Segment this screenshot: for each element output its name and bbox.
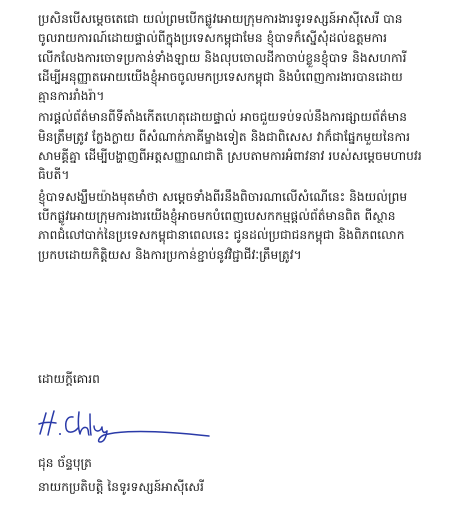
paragraph-line: ដើម្បីអនុញ្ញាតអោយយើងខ្ញុំអាចចូលមកប្រទេសកម្ពុជា និងបំពេញការងារបានដោយ [38,69,403,84]
signer-name: ជុន ច័ន្ទបុត្រ [38,456,92,470]
paragraph-line: ចូលរាយការណ៍ដោយផ្ទាល់ពីក្នុងប្រទេសកម្ពុជាមែន ខ្ញុំបាទក៏ស្នើសុំដល់ឧត្តមការ [38,31,388,46]
paragraph-line: មិនត្រឹមត្រូវ ក្លែងក្លាយ ពីសំណាក់ភាគីម្ខាងទៀត និងជាពិសេស វាក៏ជាផ្នែកមួយនៃការ [38,129,411,144]
signer-block [38,451,204,499]
paragraph-line: ភាពជំលៅបាក់នៃប្រទេសកម្ពុជានាពេលនេះ ជូនដល់ប្រជាជនកម្ពុជា និងពិភពលោក [38,228,405,243]
paragraph-line: ការផ្តល់ព័ត៌មានពីទីតាំងកើតហេតុដោយផ្ទាល់ អាចជួយទប់ទល់នឹងការផ្សាយព័ត៌មាន [38,110,408,125]
paragraph-line: ប្រកបដោយកិត្តិយស និងការប្រកាន់ខ្ជាប់នូវវិជ្ជាជីវៈត្រឹមត្រូវ។ [38,247,302,262]
letter-paragraph-2 [38,108,457,185]
paragraph-line: ធិបតី។ [38,168,70,183]
paragraph-line: បើកផ្លូវអោយក្រុមការងារយើងខ្ញុំអាចមកបំពេញបេសកកម្មផ្តល់ព័ត៌មានពិត ពីស្ថាន [38,208,396,223]
paragraph-line: ខ្ញុំបាទសង្ឃឹមយ៉ាងមុតមាំថា សម្តេចទាំងពីរនឹងពិចារណាលើសំណើនេះ និងយល់ព្រម [38,189,408,204]
paragraph-line: លើកលែងការចោទប្រកាន់ទាំងឡាយ និងលុបចោលដីកាចាប់ខ្លួនខ្ញុំបាទ និងសហការី [38,50,407,65]
closing-salutation: ដោយក្តីគោរព [38,372,100,386]
paragraph-line: សាមគ្គីគ្នា ដើម្បីបង្ហាញពីអត្តសញ្ញាណជាតិ ស្របតាមការអំពាវនាវ របស់សម្តេចមហាបវរ [38,149,422,164]
letter-paragraph-1 [38,10,457,106]
handwritten-signature [34,406,220,444]
paragraph-line: ប្រសិនបើសម្តេចតេជោ យល់ព្រមបើកផ្លូវអោយក្រុមការងារទូរទស្សន៍អាស៊ីសេរី បាន [38,12,403,26]
signer-title: នាយកប្រតិបត្តិ នៃទូរទស្សន៍អាស៊ីសេរី [38,480,204,494]
letter-paragraph-3 [38,188,457,265]
paragraph-line: គ្មានការរាំងរ៉ា។ [38,89,105,104]
